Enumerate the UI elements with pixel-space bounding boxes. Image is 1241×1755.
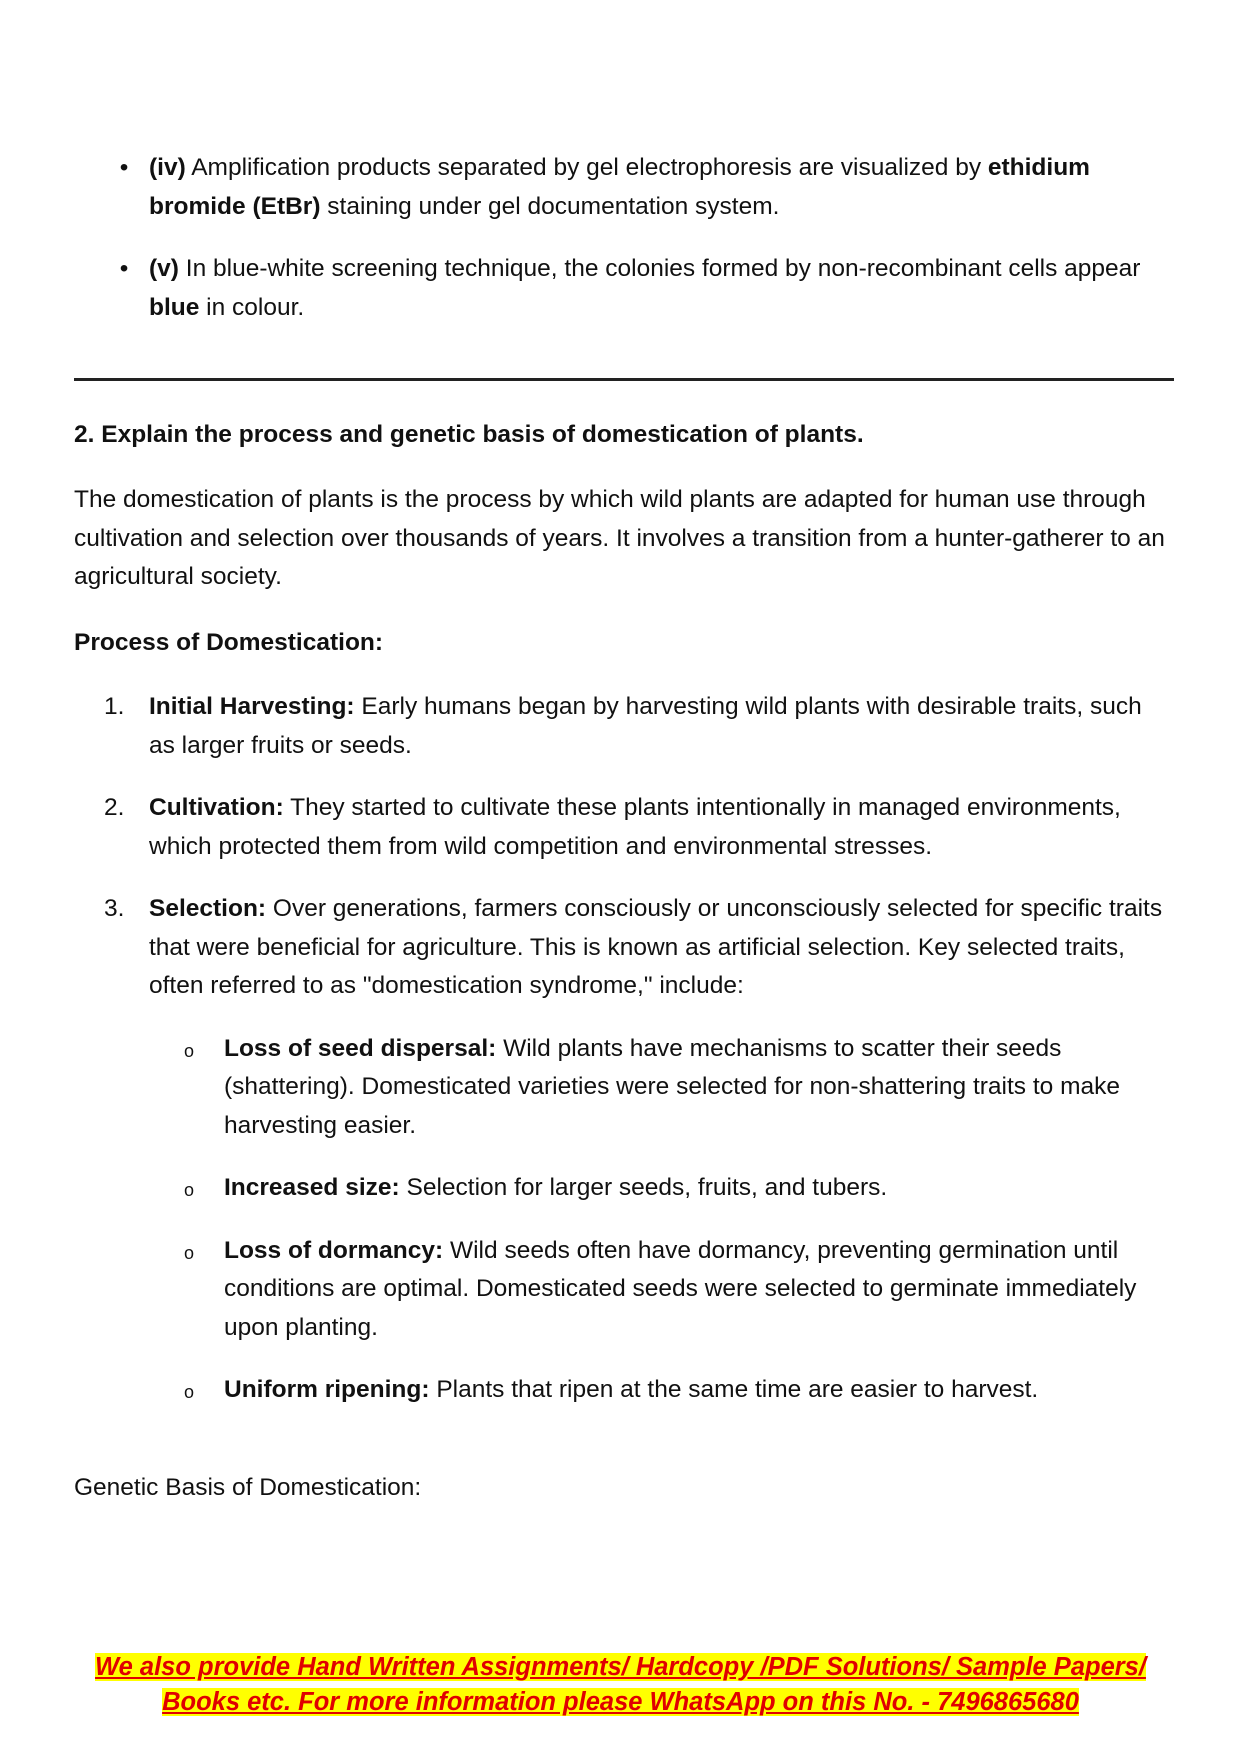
bullet-marker: • — [119, 255, 129, 282]
sub-bullet-marker: o — [184, 1040, 195, 1061]
step-title: Cultivation: — [149, 794, 284, 821]
bullet-label: (iv) — [149, 154, 186, 181]
trait-text: Plants that ripen at the same time are easier to harvest. — [429, 1376, 1039, 1403]
bullet-text: staining under gel documentation system. — [320, 192, 780, 220]
bullet-item-iv — [74, 149, 1174, 226]
horizontal-divider — [74, 378, 1174, 381]
footer-line-1: We also provide Hand Written Assignments/ Hardcopy /PDF Solutions/ Sample Papers/ — [95, 1653, 1146, 1681]
step-title: Initial Harvesting: — [149, 693, 355, 720]
bullet-text: Amplification products separated by gel electrophoresis are visualized by — [185, 154, 988, 181]
answer-bullet-list — [74, 149, 1174, 327]
sub-bullet-marker: o — [184, 1180, 195, 1200]
step-text: Early humans began by harvesting wild plants with desirable traits, such as larger fruits or seeds. — [149, 693, 1142, 759]
promo-footer — [0, 1650, 1241, 1720]
bullet-marker: • — [119, 154, 129, 181]
trait-title: Loss of seed dispersal: — [224, 1034, 497, 1062]
bullet-bold: ethidium bromide (EtBr) — [149, 154, 1090, 220]
trait-item — [74, 1371, 1174, 1410]
step-item — [74, 688, 1174, 765]
step-number: 1. — [104, 693, 125, 720]
question-heading: 2. Explain the process and genetic basis of domestication of plants. — [74, 421, 864, 448]
trait-item — [74, 1030, 1174, 1146]
genetic-basis-heading: Genetic Basis of Domestication: — [74, 1474, 422, 1501]
trait-text: Wild plants have mechanisms to scatter their seeds (shattering). Domesticated varieties were selected for non-shattering traits to make harvesting easier. — [224, 1034, 1121, 1139]
bullet-text: In blue-white screening technique, the colonies formed by non-recombinant cells appear — [178, 255, 1141, 282]
trait-title: Uniform ripening: — [224, 1376, 430, 1403]
step-item — [74, 789, 1174, 866]
sub-bullet-marker: o — [184, 1382, 195, 1402]
bullet-label: (v) — [149, 255, 179, 282]
step-text: Over generations, farmers consciously or unconsciously selected for specific traits that were beneficial for agriculture. This is known as artificial selection. Key selected traits, often referred to as "domestication syndrome," include: — [149, 895, 1163, 999]
trait-item — [74, 1232, 1174, 1348]
trait-item — [74, 1169, 1174, 1208]
steps-list — [74, 688, 1174, 1410]
step-text: They started to cultivate these plants intentionally in managed environments, which protected them from wild competition and environmental stresses. — [149, 794, 1121, 860]
sub-bullet-marker: o — [184, 1242, 195, 1263]
step-title: Selection: — [149, 895, 267, 922]
process-heading: Process of Domestication: — [74, 629, 384, 656]
trait-text: Wild seeds often have dormancy, preventing germination until conditions are optimal. Domesticated seeds were selected to germinate immediately upon planting. — [224, 1236, 1137, 1341]
trait-title: Loss of dormancy: — [224, 1236, 444, 1264]
intro-paragraph: The domestication of plants is the process by which wild plants are adapted for human use through cultivation and selection over thousands of years. It involves a transition from a hunter-gatherer to an agricultural society. — [74, 486, 1165, 590]
trait-title: Increased size: — [224, 1174, 400, 1201]
bullet-bold: blue — [149, 293, 200, 321]
trait-text: Selection for larger seeds, fruits, and tubers. — [399, 1174, 888, 1201]
bullet-text: in colour. — [199, 293, 305, 321]
step-item — [74, 890, 1174, 1006]
step-number: 2. — [104, 794, 125, 821]
step-number: 3. — [104, 895, 125, 922]
footer-line-2: Books etc. For more information please WhatsApp on this No. - 7496865680 — [162, 1688, 1079, 1716]
bullet-item-v — [74, 250, 1174, 327]
